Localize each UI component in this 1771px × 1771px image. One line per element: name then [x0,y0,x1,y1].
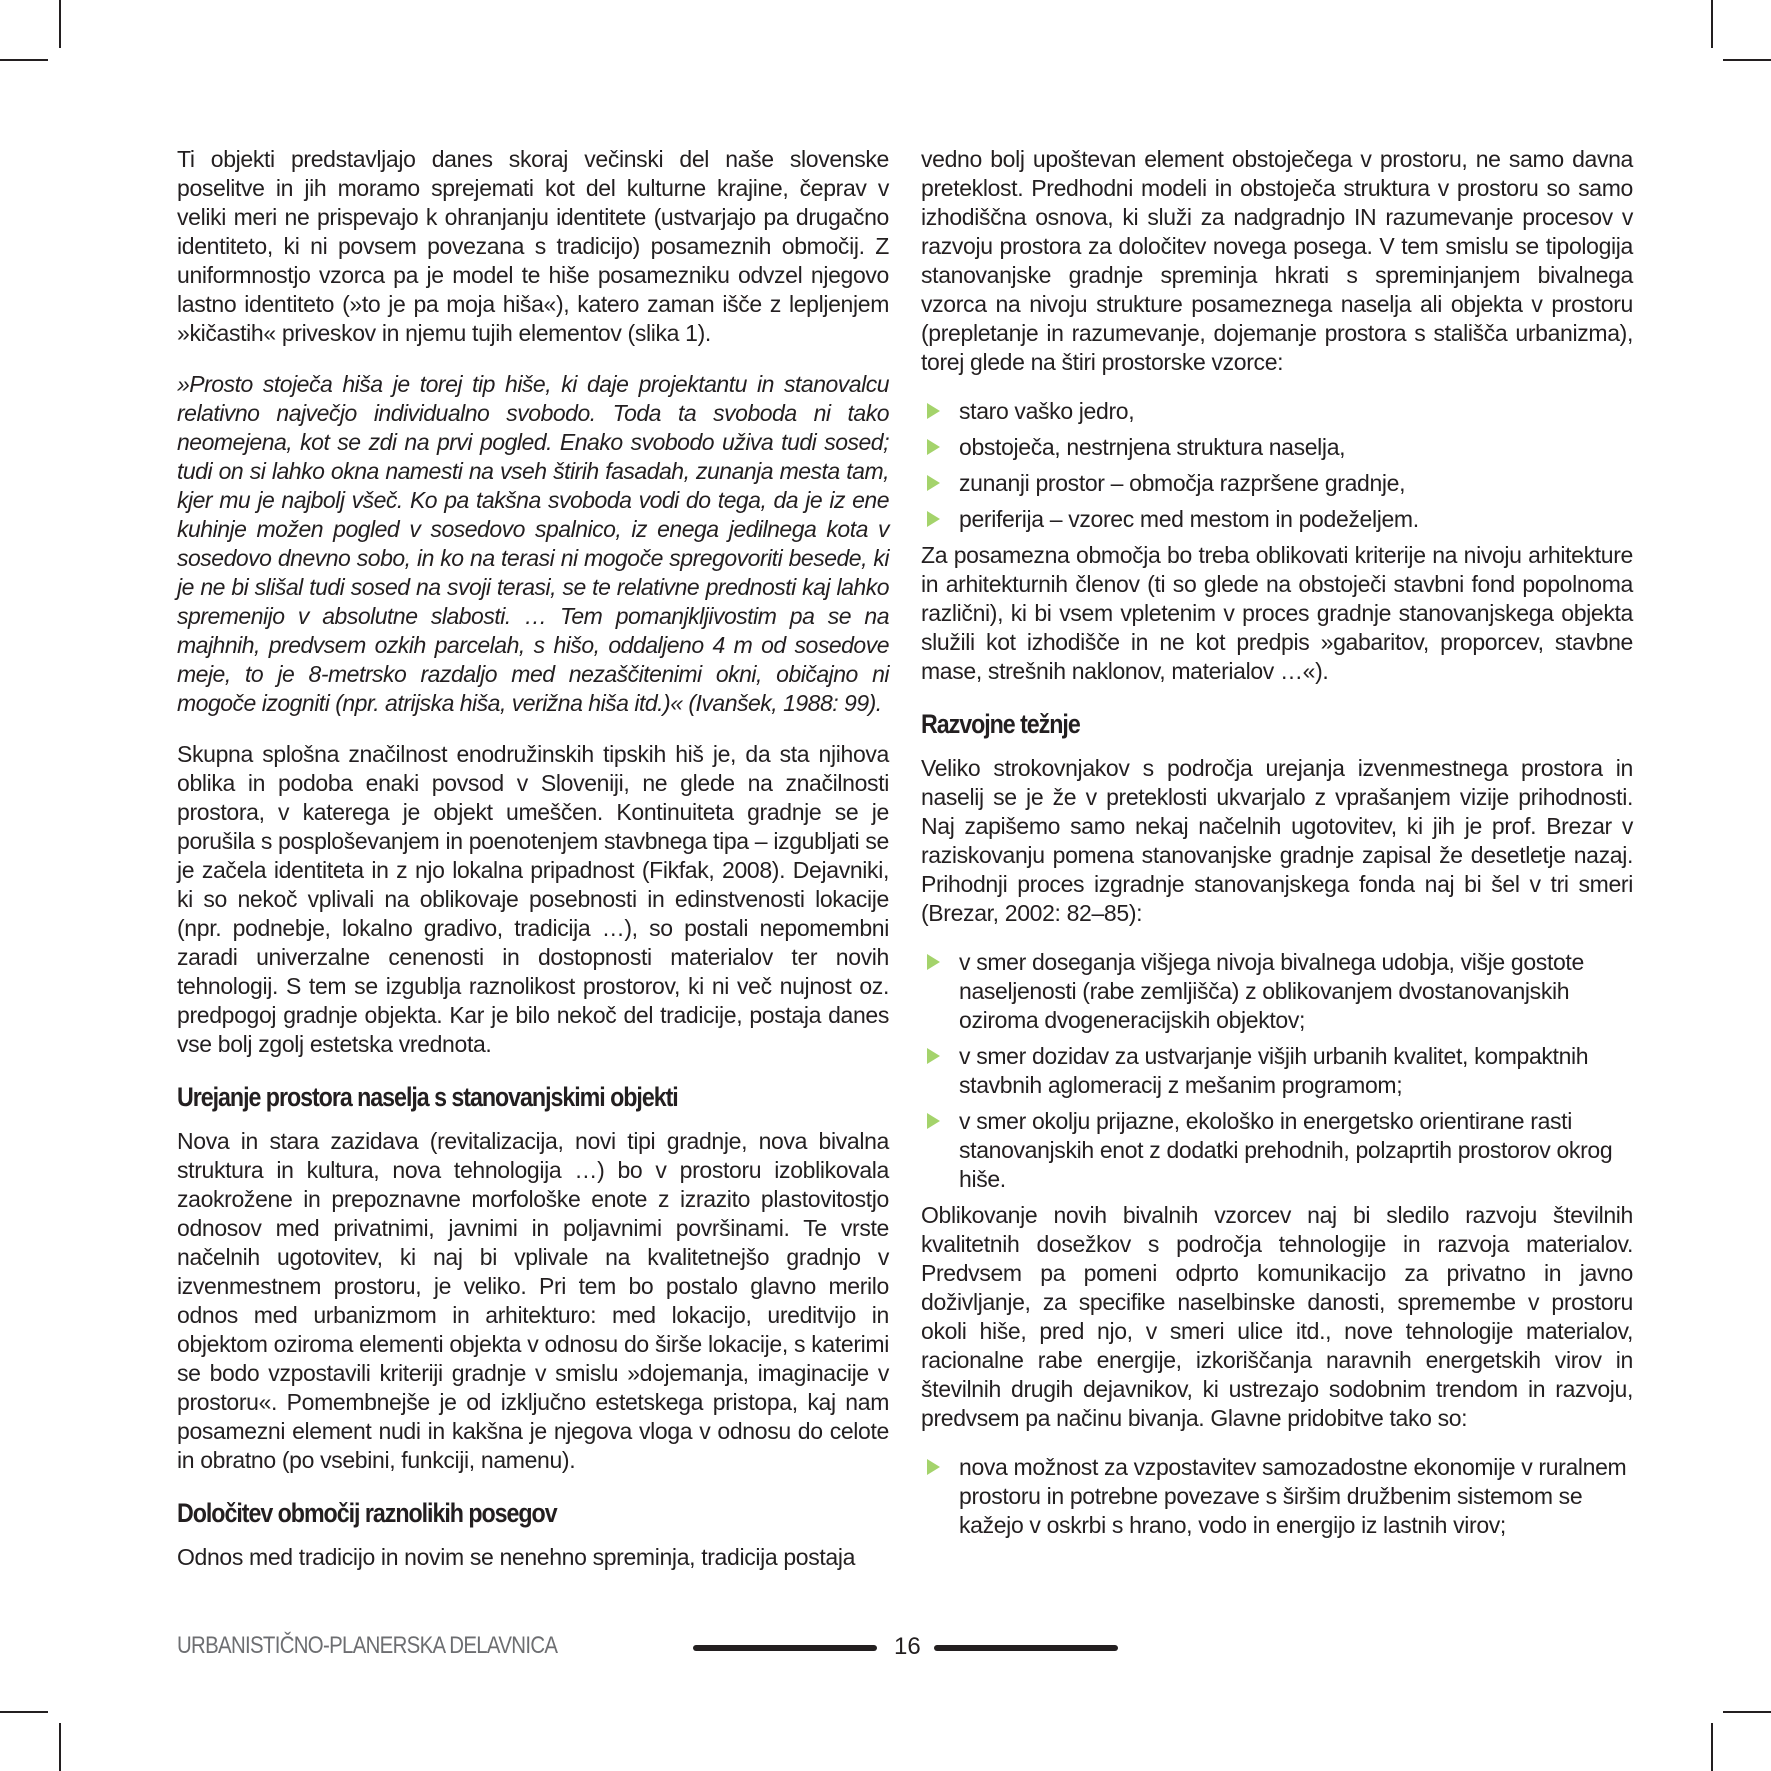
crop-mark [0,59,48,61]
paragraph: Odnos med tradicijo in novim se nenehno spreminja, tradicija postaja [177,1544,856,1570]
page-number: 16 [894,1633,921,1660]
paragraph: Oblikovanje novih bivalnih vzorcev naj bi sledilo razvoju številnih kvalitetnih dosežkov s področja tehnologije in razvoja materialov. Predvsem pa pomeni odprto komunikacijo za privatno in javno doživljanje, za specifike naselbinske danosti, spremembe v prostoru okoli hiše, pred njo, v smeri ulice itd., nove tehnologije materialov, racionalne rabe energije, izkoriščanja naravnih energetskih virov in številnih drugih dejavnikov, ki ustrezajo sodobnim trendom in razvoju, predvsem pa načinu bivanja. Glavne pridobitve tako so: [921,1202,1633,1431]
triangle-bullet-icon [927,1459,940,1475]
crop-mark [59,0,61,48]
block-quote: »Prosto stoječa hiša je torej tip hiše, ki daje projektantu in stanovalcu relativno največjo individualno svobodo. Toda ta svoboda ni tako neomejena, kot se zdi na prvi pogled. Enako svobodo uživa tudi sosed; tudi on si lahko okna namesti na vseh štirih fasadah, zunanja mesta tam, kjer mu je najbolj všeč. Ko pa takšna svoboda vodi do tega, da je iz ene kuhinje možen pogled v sosedovo spalnico, iz enega jedilnega kota v sosedovo dnevno sobo, in ko na terasi ni mogoče spregovoriti besede, ki je ne bi slišal tudi sosed na svoji terasi, se te relativne prednosti kaj lahko spremenijo v absolutne slabosti. … Tem pomanjkljivostim pa se na majhnih, predvsem ozkih parcelah, s hišo, oddaljeno 4 m od sosedove meje, to je 8-metrsko razdaljo med nezaščitenimi okni, običajno ni mogoče izogniti (npr. atrijska hiša, verižna hiša itd.)« (Ivanšek, 1988: 99). [177,371,889,716]
list-item: v smer dozidav za ustvarjanje višjih urbanih kvalitet, kompaktnih stavbnih aglomeracij z mešanim programom; [921,1042,1633,1100]
triangle-bullet-icon [927,1113,940,1129]
crop-mark [1711,0,1713,48]
section-heading: Določitev območij raznolikih posegov [177,1498,557,1528]
triangle-bullet-icon [927,511,940,527]
list-item: v smer okolju prijazne, ekološko in energetsko orientirane rasti stanovanjskih enot z dodatki prehodnih, polzaprtih prostorov okrog hiše. [921,1107,1633,1194]
bullet-list [921,948,1633,1194]
list-item: periferija – vzorec med mestom in podeželjem. [921,505,1633,534]
triangle-bullet-icon [927,439,940,455]
crop-mark [1723,59,1771,61]
paragraph: Veliko strokovnjakov s področja urejanja izvenmestnega prostora in naselij se je že v preteklosti ukvarjalo z vprašanjem vizije prihodnosti. Naj zapišemo samo nekaj načelnih ugotovitev, ki jih je prof. Brezar v raziskovanju pomena stanovanjske gradnje zapisal že desetletje nazaj. Prihodnji proces izgradnje stanovanjskega fonda naj bi šel v tri smeri (Brezar, 2002: 82–85): [921,755,1633,926]
crop-mark [1711,1723,1713,1771]
triangle-bullet-icon [927,403,940,419]
list-item: staro vaško jedro, [921,397,1633,426]
list-item: v smer doseganja višjega nivoja bivalnega udobja, višje gostote naseljenosti (rabe zemljišča) z oblikovanjem dvostanovanjskih oziroma dvogeneracijskih objektov; [921,948,1633,1035]
list-item: nova možnost za vzpostavitev samozadostne ekonomije v ruralnem prostoru in potrebne povezave s širšim družbenim sistemom se kažejo v oskrbi s hrano, vodo in energijo iz lastnih virov; [921,1453,1633,1540]
bullet-list [921,397,1633,534]
section-heading: Urejanje prostora naselja s stanovanjskimi objekti [177,1082,678,1112]
list-item: zunanji prostor – območja razpršene gradnje, [921,469,1633,498]
paragraph: Ti objekti predstavljajo danes skoraj večinski del naše slovenske poselitve in jih moramo sprejemati kot del kulturne krajine, čeprav v veliki meri ne prispevajo k ohranjanju identitete (ustvarjajo pa drugačno identiteto, ki ni povsem povezana s tradicijo) posameznih območij. Z uniformnostjo vzorca pa je model te hiše posamezniku odvzel njegovo lastno identiteto (»to je pa moja hiša«), katero zaman išče z lepljenjem »kičastih« priveskov in njemu tujih elementov (slika 1). [177,146,889,346]
left-column [177,145,889,1572]
section-heading: Razvojne težnje [921,709,1080,739]
right-column [921,145,1633,1547]
footer-brush-stroke-left [693,1645,877,1651]
crop-mark [59,1723,61,1771]
triangle-bullet-icon [927,475,940,491]
paragraph: Nova in stara zazidava (revitalizacija, novi tipi gradnje, nova bivalna struktura in kultura, nova tehnologija …) bo v prostoru izoblikovala zaokrožene in prepoznavne morfološke enote z izrazito plastovitostjo odnosov med privatnimi, javnimi in poljavnimi površinami. Te vrste načelnih ugotovitev, ki naj bi vplivale na kvalitetnejšo gradnjo v izvenmestnem prostoru, je veliko. Pri tem bo postalo glavno merilo odnos med urbanizmom in arhitekturo: med lokacijo, ureditvijo in objektom oziroma elementi objekta v odnosu do širše lokacije, s katerimi se bodo vzpostavili kriteriji gradnje v smislu »dojemanja, imaginacije v prostoru«. Pomembnejše je od izključno estetskega pristopa, kaj nam posamezni element nudi in kakšna je njegova vloga v odnosu do celote in obratno (po vsebini, funkciji, namenu). [177,1128,889,1473]
footer-title: URBANISTIČNO-PLANERSKA DELAVNICA [177,1632,558,1659]
triangle-bullet-icon [927,1048,940,1064]
paragraph: vedno bolj upoštevan element obstoječega v prostoru, ne samo davna preteklost. Predhodni modeli in obstoječa struktura v prostoru so samo izhodiščna osnova, ki služi za nadgradnjo IN razumevanje procesov v razvoju prostora za določitev novega posega. V tem smislu se tipologija stanovanjske gradnje spreminja hkrati s spreminjanjem bivalnega vzorca na nivoju strukture posameznega naselja ali objekta v prostoru (prepletanje in razumevanje, dojemanje prostora s stališča urbanizma), torej glede na štiri prostorske vzorce: [921,146,1633,375]
footer-brush-stroke-right [934,1645,1118,1651]
bullet-list [921,1453,1633,1540]
list-item: obstoječa, nestrnjena struktura naselja, [921,433,1633,462]
triangle-bullet-icon [927,954,940,970]
paragraph: Skupna splošna značilnost enodružinskih tipskih hiš je, da sta njihova oblika in podoba enaki povsod v Sloveniji, ne glede na značilnosti prostora, v katerega je objekt umeščen. Kontinuiteta gradnje se je porušila s posploševanjem in poenotenjem stavbnega tipa – izgubljati se je začela identiteta in z njo lokalna pripadnost (Fikfak, 2008). Dejavniki, ki so nekoč vplivali na oblikovaje posebnosti in edinstvenosti lokacije (npr. podnebje, lokalno gradivo, tradicija …), so postali nepomembni zaradi univerzalne cenenosti in dostopnosti materialov ter novih tehnologij. S tem se izgublja raznolikost prostorov, ki ni več nujnost oz. predpogoj gradnje objekta. Kar je bilo nekoč del tradicije, postaja danes vse bolj zgolj estetska vrednota. [177,741,889,1057]
crop-mark [1723,1711,1771,1713]
paragraph: Za posamezna območja bo treba oblikovati kriterije na nivoju arhitekture in arhitekturnih členov (ti so glede na obstoječi stavbni fond popolnoma različni), ki bi vsem vpletenim v proces gradnje stanovanjskega objekta služili kot izhodišče in ne kot predpis »gabaritov, proporcev, stavbne mase, strešnih naklonov, materialov …«). [921,542,1633,684]
crop-mark [0,1711,48,1713]
